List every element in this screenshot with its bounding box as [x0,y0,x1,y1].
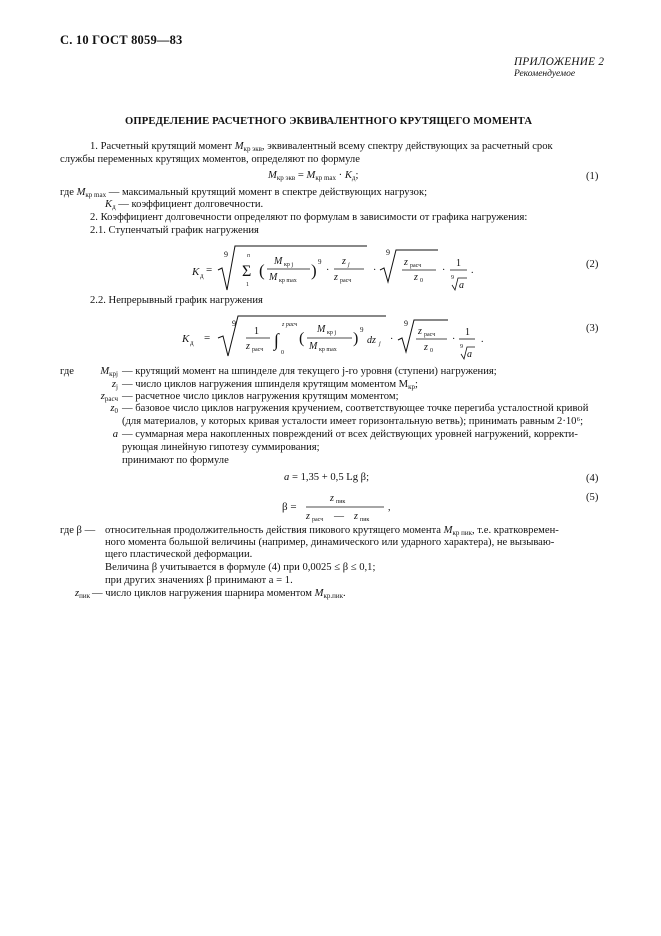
eq3-z2-den: z [424,342,428,353]
eq3-root-index: 9 [232,319,236,328]
eq3-lhs-sub: д [190,339,194,347]
def-text-5: — суммарная мера накопленных повреждений от всех действующих уровней нагружений, корректи- [122,429,578,440]
equation-1: $M_{кр экв} = M_{кр max} \cdot K_д$; [268,170,359,182]
eq3-equals: = [204,332,211,344]
eq2-dot2: · [373,265,377,276]
eq2-frac-den-sub: кр max [279,278,297,284]
eq5-den-minus: — [334,511,344,522]
def-sym-2: $z_{расч}$ [100,391,118,403]
def-text-7: принимают по формуле [122,455,229,466]
eq2-power: 9 [318,258,322,266]
equation-5 [278,488,478,524]
eq3-z-den-sub: расч [252,347,264,353]
eq5-den-a-sub: расч [312,517,324,523]
eq3-paren-close: ) [353,330,359,347]
eq2-frac-den: M [269,272,278,283]
eq3-end: . [481,334,484,345]
where3-line2: ного момента большой величины (например, динамического или ударного характера), не вызываю- [105,537,555,548]
eq2-paren-close: ) [311,261,317,280]
eq2-paren-open: ( [259,261,265,280]
equation-4-number: (4) [586,473,599,484]
eq3-a: a [467,349,472,360]
eq3-frac-num-sub: кр j [327,330,337,336]
eq2-dot1: · [326,265,330,276]
eq2-frac-num-sub: кр j [284,262,294,268]
eq3-a-root-index: 9 [460,344,463,350]
equation-2-number: (2) [586,259,599,270]
eq3-root2-index: 9 [404,319,408,328]
eq2-z-den: z [334,272,338,283]
eq2-z-num: z [342,256,346,267]
def-sym-0: $M_{крj}$ [100,366,118,378]
eq3-int-bottom: 0 [281,350,284,356]
eq5-num-sub: пик [336,499,346,505]
eq3-one: 1 [254,326,259,337]
eq2-z2-den-sub: 0 [420,278,423,284]
para1-line1: 1. Расчетный крутящий момент $M_{кр экв}$, эквивалентный всему спектру действующих за расчетный срок [90,141,553,153]
eq2-lhs: K [192,266,200,278]
def-text-6: рующая линейную гипотезу суммирования; [122,442,320,453]
def-text-3: — базовое число циклов нагружения кручением, соответствующее точке перегиба усталостной кривой [122,403,589,414]
eq3-frac-num: M [317,324,326,335]
eq2-frac-num: M [274,256,283,267]
eq2-z2-den: z [414,272,418,283]
where3-line5: при других значениях β принимают a = 1. [105,575,293,586]
eq3-int-top: z расч [282,322,298,328]
eq2-root2-index: 9 [386,248,390,257]
eq5-num: z [330,493,334,504]
eq2-sum-bottom: 1 [246,282,249,288]
eq5-end: , [388,502,391,513]
def-text-1: — число циклов нагружения шпинделя крутящим моментом $M_{кр}$; [122,379,418,391]
eq3-z2-num-sub: расч [424,332,436,338]
appendix-status: Рекомендуемое [514,69,576,79]
eq2-dot3: · [442,265,446,276]
equation-3 [170,312,490,364]
eq3-one2: 1 [465,327,470,338]
eq5-den-b-sub: пик [360,517,370,523]
eq2-sum: Σ [242,263,252,280]
eq3-power: 9 [360,326,364,334]
where3-line4: Величина β учитывается в формуле (4) при 0,0025 ≤ β ≤ 0,1; [105,562,376,573]
equation-3-number: (3) [586,323,599,334]
eq2-sum-top: n [247,253,250,259]
eq2-a-root-index: 9 [451,275,454,281]
eq3-z2-num: z [418,326,422,337]
eq5-den-a: z [306,511,310,522]
para1-line2: службы переменных крутящих моментов, определяют по формуле [60,154,360,165]
document-title: ОПРЕДЕЛЕНИЕ РАСЧЕТНОГО ЭКВИВАЛЕНТНОГО КРУТЯЩЕГО МОМЕНТА [125,116,533,127]
para2: 2. Коэффициент долговечности определяют по формулам в зависимости от графика нагружения: [90,212,528,223]
eq2-z2-num-sub: расч [410,263,422,269]
eq2-lhs-sub: д [200,272,204,280]
where3-last-sym: $z_{пик}$ [74,588,90,600]
equation-1-number: (1) [586,171,599,182]
where1-line1: где $M_{кр max}$ — максимальный крутящий момент в спектре действующих нагрузок; [60,187,428,199]
eq2-z-den-sub: расч [340,278,352,284]
where3-prefix: где β — [60,525,96,536]
eq3-paren-open: ( [299,330,305,347]
eq3-lhs: K [182,333,190,345]
eq2-root-index: 9 [224,250,228,259]
para22: 2.2. Непрерывный график нагружения [90,295,263,306]
eq3-int: ∫ [274,330,279,350]
eq3-dz-sub: j [379,341,381,347]
page-header-ref: С. 10 ГОСТ 8059—83 [60,33,183,47]
def-sym-3: $z_0$ [110,403,118,415]
where1-line2: $K_д$ — коэффициент долговечности. [105,199,264,211]
where3-line3: щего пластической деформации. [105,549,253,560]
def-text-4: (для материалов, у которых кривая усталости имеет горизонтальную ветвь); принимать равным 2·10⁶; [122,416,584,427]
eq5-den-b: z [354,511,358,522]
eq5-lhs: β = [282,501,297,513]
eq2-end: . [471,265,474,276]
def-sym-5: a [112,429,118,440]
where3-line1: относительная продолжительность действия пикового крутящего момента $M_{кр пик}$, т.е. кратковремен- [105,525,559,537]
def-text-0: — крутящий момент на шпинделе для текущего j-го уровня (ступени) нагружения; [122,366,497,377]
eq3-z-den: z [246,341,250,352]
def-text-2: — расчетное число циклов нагружения крутящим моментом; [122,391,399,402]
eq3-frac-den: M [309,341,318,352]
eq2-z-num-sub: j [348,262,350,268]
eq3-dot2: · [452,334,456,345]
where3-last-line: — число циклов нагружения шарнира моментом $M_{кр.пик}$. [92,588,346,600]
appendix-label: ПРИЛОЖЕНИЕ 2 [514,56,605,68]
eq2-z2-num: z [404,257,408,268]
eq3-z2-den-sub: 0 [430,348,433,354]
eq2-one: 1 [456,258,461,269]
eq2-a: a [459,280,464,291]
defs-prefix: где [60,366,74,377]
para21: 2.1. Ступенчатый график нагружения [90,225,259,236]
def-sym-1: $z_j$ [111,379,118,391]
equation-2 [180,240,480,298]
equation-5-number: (5) [586,492,599,503]
eq3-dz: dz [367,335,376,346]
eq3-frac-den-sub: кр max [319,347,337,353]
equation-4: a = 1,35 + 0,5 Lg β; [284,472,370,483]
eq3-dot1: · [390,334,394,345]
eq2-equals: = [206,264,213,276]
